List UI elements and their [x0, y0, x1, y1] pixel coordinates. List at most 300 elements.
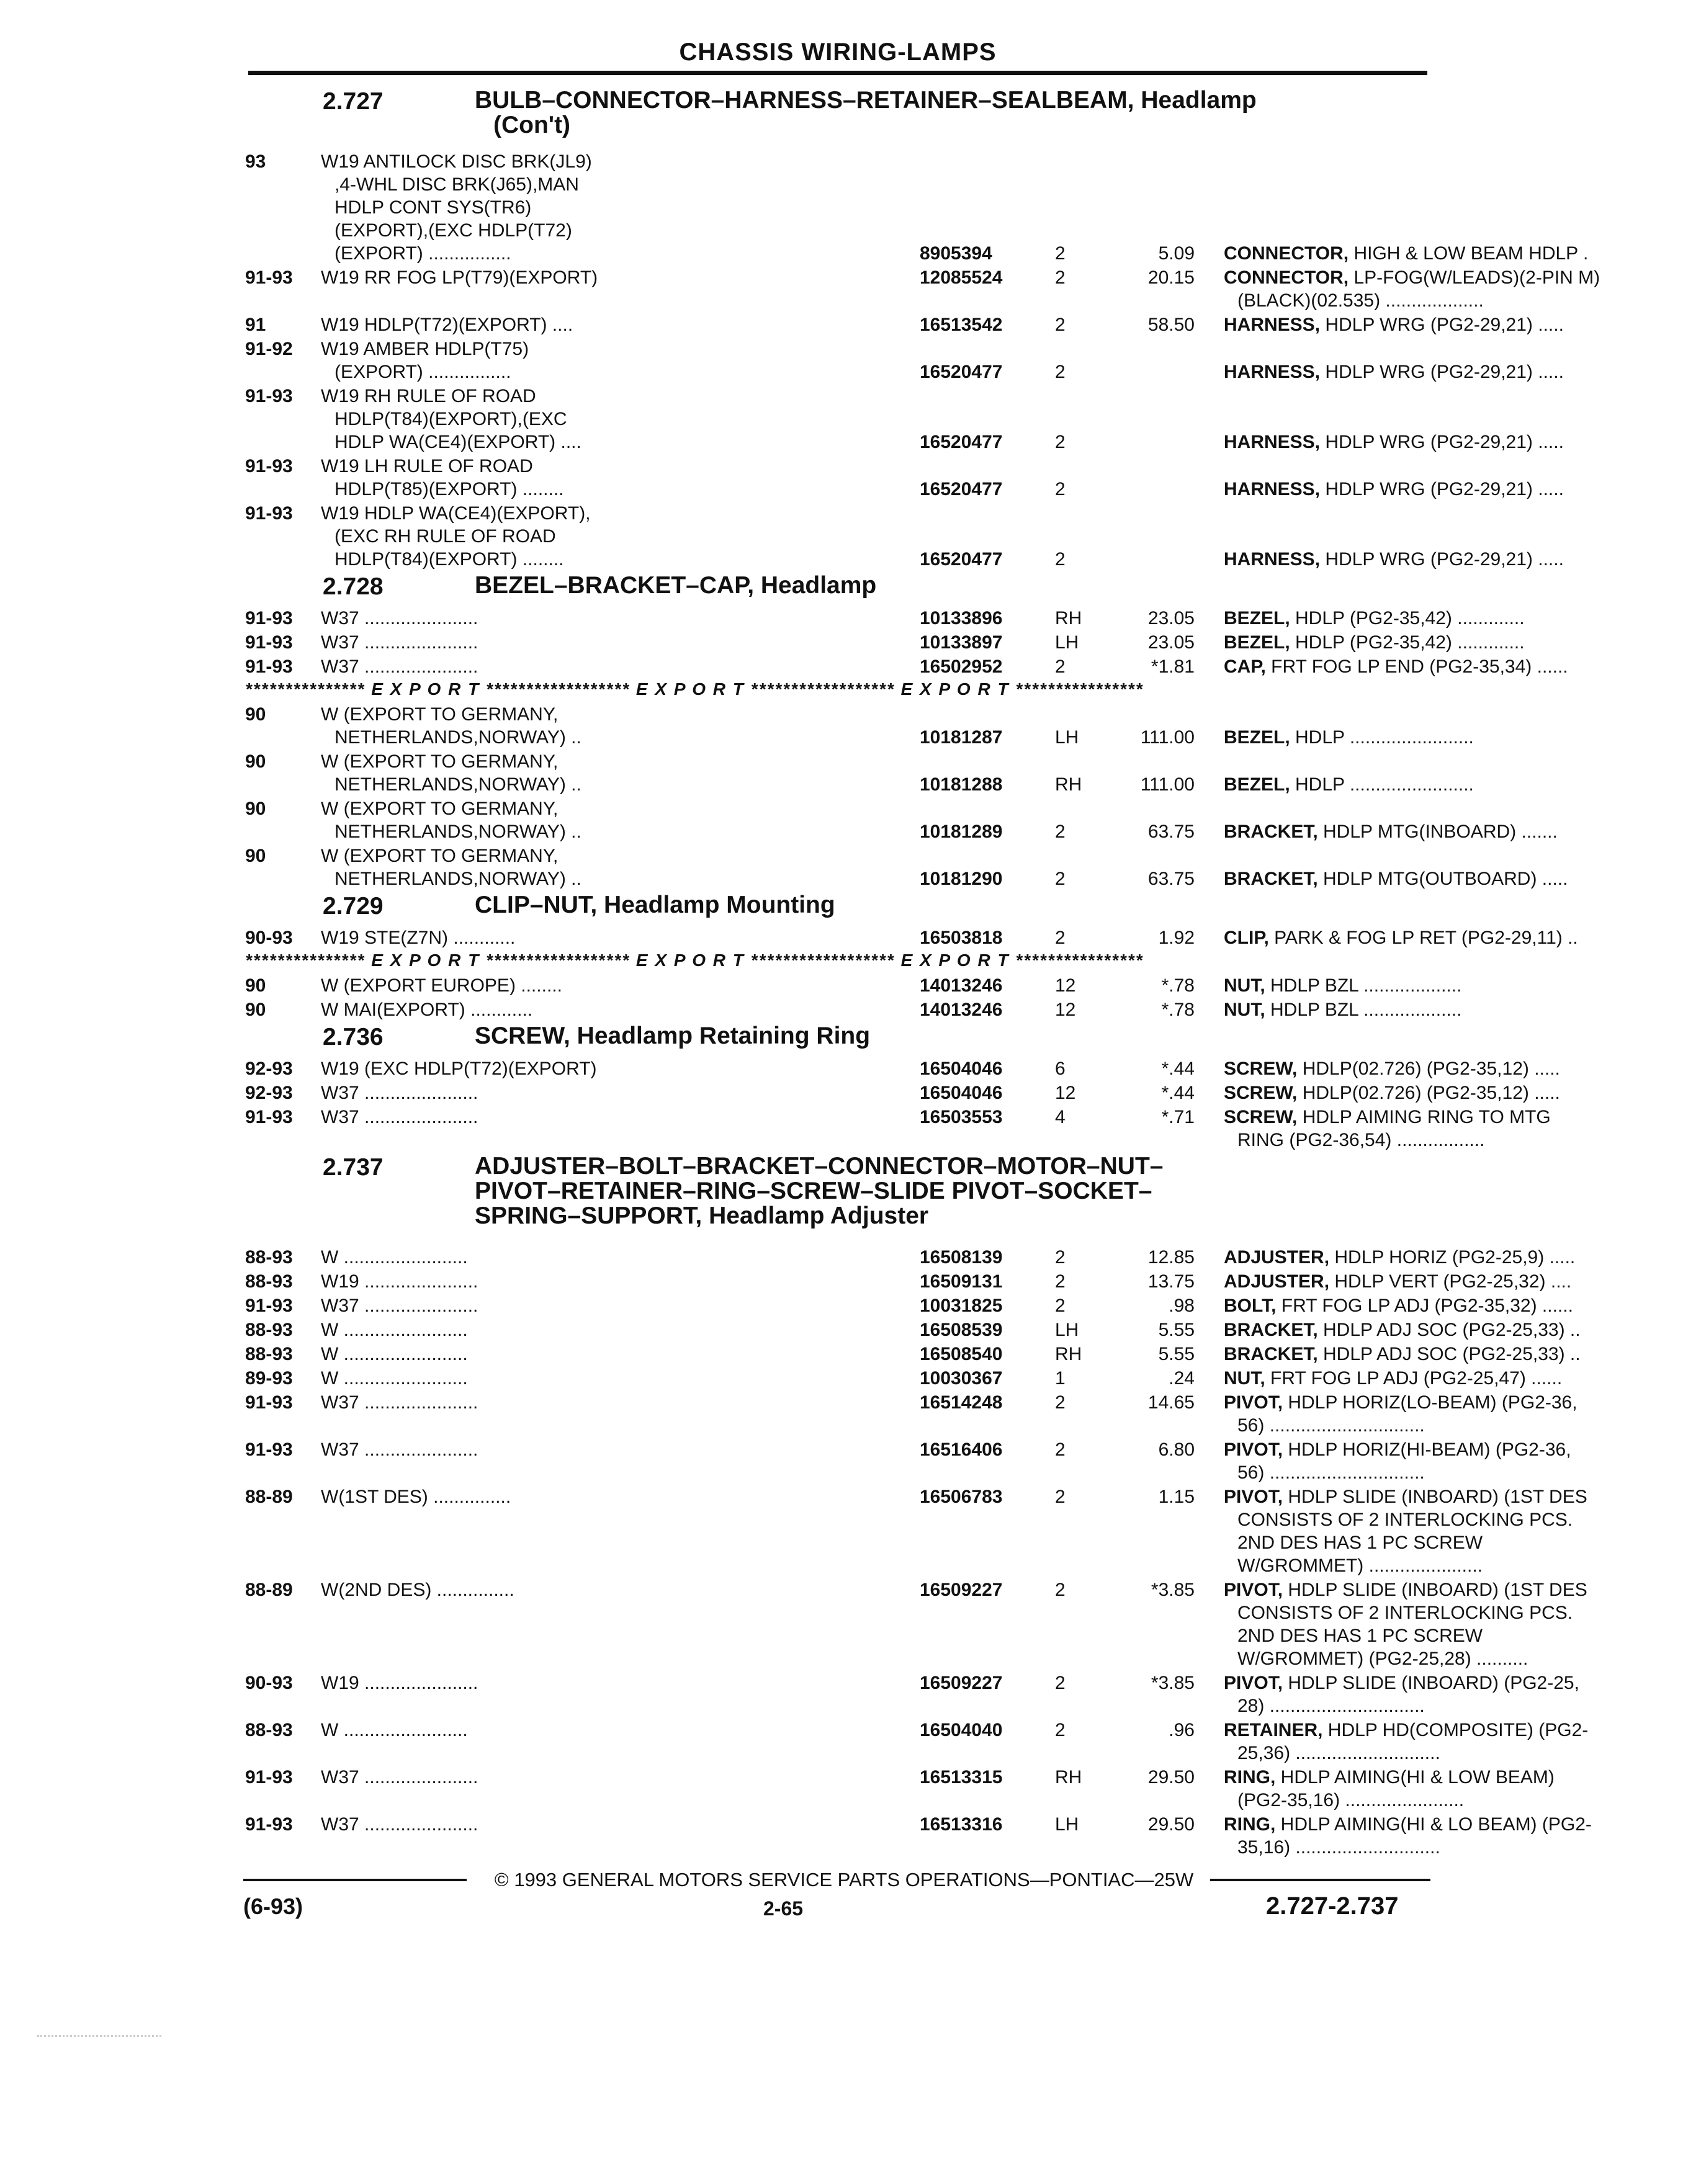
- usage-description: [321, 1081, 917, 1104]
- part-name-line: PIVOT, HDLP SLIDE (INBOARD) (PG2-25,: [1224, 1673, 1579, 1693]
- model-years: 91-93: [245, 267, 293, 288]
- price: 20.15: [1147, 267, 1195, 288]
- usage-line: W(1ST DES) ...............: [321, 1487, 511, 1507]
- section-title-line: CLIP–NUT, Headlamp Mounting: [475, 892, 835, 918]
- usage-line: W MAI(EXPORT) ............: [321, 1000, 533, 1020]
- usage-line: W (EXPORT TO GERMANY,: [321, 704, 559, 725]
- part-row: [245, 1057, 1560, 1081]
- usage-line: ,4-WHL DISC BRK(J65),MAN: [334, 174, 579, 195]
- usage-description: [321, 1766, 917, 1789]
- model-years: 90: [245, 846, 266, 866]
- part-name-line: W/GROMMET) ......................: [1237, 1555, 1483, 1576]
- part-number: 10181289: [920, 821, 1003, 842]
- usage-line: W ........................: [321, 1247, 468, 1268]
- part-name-line: SCREW, HDLP(02.726) (PG2-35,12) .....: [1224, 1083, 1560, 1103]
- part-name-noun: HARNESS,: [1224, 432, 1321, 452]
- part-name-noun: NUT,: [1224, 1000, 1265, 1020]
- part-name: [1224, 1057, 1683, 1080]
- part-row: [245, 150, 1589, 266]
- usage-description: [321, 655, 917, 678]
- part-name-noun: CLIP,: [1224, 928, 1269, 948]
- usage-line: W (EXPORT EUROPE) ........: [321, 975, 562, 996]
- usage-line: W37 ......................: [321, 1296, 478, 1316]
- usage-description: [321, 974, 917, 997]
- part-name: [1224, 1294, 1683, 1317]
- usage-line: HDLP(T85)(EXPORT) ........: [334, 479, 564, 499]
- part-name-line: CONSISTS OF 2 INTERLOCKING PCS.: [1237, 1510, 1573, 1530]
- part-row: [245, 1294, 1573, 1318]
- part-name-line: NUT, HDLP BZL ...................: [1224, 975, 1462, 996]
- part-row: [245, 998, 1462, 1023]
- usage-description: [321, 750, 917, 796]
- section-title: [475, 88, 1443, 138]
- usage-description: [321, 797, 917, 843]
- part-name-line: NUT, FRT FOG LP ADJ (PG2-25,47) ......: [1224, 1368, 1563, 1389]
- quantity: RH: [1055, 774, 1082, 795]
- quantity: LH: [1055, 727, 1079, 748]
- section-heading: [245, 1153, 1437, 1246]
- usage-line: HDLP WA(CE4)(EXPORT) ....: [334, 432, 581, 452]
- part-name-line: BRACKET, HDLP MTG(OUTBOARD) .....: [1224, 869, 1568, 889]
- usage-description: [321, 1057, 917, 1080]
- part-number: 10181290: [920, 869, 1003, 889]
- part-name-line: HARNESS, HDLP WRG (PG2-29,21) .....: [1224, 362, 1564, 382]
- model-years: 91-93: [245, 386, 293, 406]
- part-name: [1224, 1719, 1683, 1765]
- section-title-line: SPRING–SUPPORT, Headlamp Adjuster: [475, 1202, 929, 1229]
- part-row: [245, 1766, 1555, 1813]
- part-name-line: PIVOT, HDLP SLIDE (INBOARD) (1ST DES: [1224, 1487, 1587, 1507]
- quantity: 2: [1055, 267, 1066, 288]
- part-name-noun: PIVOT,: [1224, 1392, 1283, 1413]
- part-name-line: PIVOT, HDLP HORIZ(HI-BEAM) (PG2-36,: [1224, 1439, 1571, 1460]
- part-number: 16504046: [920, 1083, 1003, 1103]
- part-name-line: 25,36) ............................: [1237, 1743, 1440, 1763]
- usage-description: [321, 385, 917, 454]
- usage-line: NETHERLANDS,NORWAY) ..: [334, 774, 581, 795]
- usage-line: W ........................: [321, 1368, 468, 1389]
- part-name-noun: PIVOT,: [1224, 1580, 1283, 1600]
- usage-line: W (EXPORT TO GERMANY,: [321, 846, 559, 866]
- section-title: [475, 1154, 1443, 1228]
- usage-description: [321, 502, 917, 571]
- usage-description: [321, 1343, 917, 1366]
- part-name-line: BEZEL, HDLP (PG2-35,42) .............: [1224, 608, 1525, 629]
- part-name: [1224, 548, 1683, 571]
- section-title-line: BEZEL–BRACKET–CAP, Headlamp: [475, 572, 877, 599]
- model-years: 88-93: [245, 1271, 293, 1292]
- part-number: 16509227: [920, 1673, 1003, 1693]
- part-name-line: (BLACK)(02.535) ...................: [1237, 290, 1484, 311]
- usage-line: W19 LH RULE OF ROAD: [321, 456, 533, 477]
- price: 111.00: [1140, 727, 1195, 748]
- price: 29.50: [1147, 1814, 1195, 1835]
- section-title: [475, 1024, 1443, 1049]
- part-number: 16503553: [920, 1107, 1003, 1127]
- model-years: 93: [245, 151, 266, 172]
- part-name: [1224, 974, 1683, 997]
- part-name: [1224, 1438, 1683, 1484]
- price: 1.15: [1158, 1487, 1195, 1507]
- part-name: [1224, 631, 1683, 654]
- model-years: 91-93: [245, 503, 293, 524]
- export-separator: *************** E X P O R T ****************** E X P O R T ****************** E X P O R T ****************: [245, 951, 1144, 970]
- price: 1.92: [1158, 928, 1195, 948]
- quantity: 2: [1055, 1580, 1066, 1600]
- price: 12.85: [1147, 1247, 1195, 1268]
- part-name: [1224, 1343, 1683, 1366]
- footer-rule-left: [243, 1879, 467, 1881]
- part-name-noun: SCREW,: [1224, 1058, 1298, 1079]
- usage-description: [321, 1246, 917, 1269]
- part-row: [245, 1246, 1576, 1270]
- part-name-line: NUT, HDLP BZL ...................: [1224, 1000, 1462, 1020]
- part-name: [1224, 1813, 1683, 1859]
- part-name-noun: ADJUSTER,: [1224, 1247, 1330, 1268]
- price: 63.75: [1147, 821, 1195, 842]
- part-row: [245, 607, 1525, 631]
- usage-line: (EXPORT),(EXC HDLP(T72): [334, 220, 572, 241]
- part-row: [245, 1719, 1589, 1766]
- usage-description: [321, 998, 917, 1021]
- quantity: LH: [1055, 1814, 1079, 1835]
- part-number: 16520477: [920, 432, 1003, 452]
- part-number: 10031825: [920, 1296, 1003, 1316]
- part-number: 10030367: [920, 1368, 1003, 1389]
- usage-line: HDLP(T84)(EXPORT),(EXC: [334, 409, 567, 429]
- section-number: 2.737: [323, 1154, 384, 1181]
- price: 6.80: [1158, 1439, 1195, 1460]
- section-number: 2.736: [323, 1024, 384, 1050]
- usage-line: W (EXPORT TO GERMANY,: [321, 799, 559, 819]
- usage-line: W19 STE(Z7N) ............: [321, 928, 516, 948]
- usage-line: (EXC RH RULE OF ROAD: [334, 526, 556, 547]
- part-number: 16513316: [920, 1814, 1003, 1835]
- part-name: [1224, 360, 1683, 383]
- part-name-line: BOLT, FRT FOG LP ADJ (PG2-35,32) ......: [1224, 1296, 1573, 1316]
- part-number: 10181288: [920, 774, 1003, 795]
- part-name-noun: CAP,: [1224, 656, 1266, 677]
- part-name-line: PIVOT, HDLP SLIDE (INBOARD) (1ST DES: [1224, 1580, 1587, 1600]
- footer-copyright: © 1993 GENERAL MOTORS SERVICE PARTS OPERATIONS—PONTIAC—25W: [494, 1869, 1194, 1891]
- usage-line: (EXPORT) ................: [334, 362, 511, 382]
- usage-line: W37 ......................: [321, 1767, 478, 1788]
- part-name-line: 2ND DES HAS 1 PC SCREW: [1237, 1533, 1483, 1553]
- part-name-noun: NUT,: [1224, 1368, 1265, 1389]
- price: 13.75: [1147, 1271, 1195, 1292]
- section-heading: [245, 87, 1437, 150]
- part-row: [245, 844, 1568, 892]
- part-row: [245, 502, 1564, 572]
- part-name-line: 28) ..............................: [1237, 1696, 1425, 1716]
- usage-line: W19 RR FOG LP(T79)(EXPORT): [321, 267, 598, 288]
- price: 23.05: [1147, 608, 1195, 629]
- model-years: 88-89: [245, 1487, 293, 1507]
- part-number: 16506783: [920, 1487, 1003, 1507]
- part-name-line: BEZEL, HDLP (PG2-35,42) .............: [1224, 632, 1525, 653]
- part-row: [245, 1106, 1551, 1153]
- model-years: 88-93: [245, 1720, 293, 1740]
- quantity: 2: [1055, 1720, 1066, 1740]
- part-name-noun: HARNESS,: [1224, 479, 1321, 499]
- part-name: [1224, 926, 1683, 949]
- quantity: 2: [1055, 1392, 1066, 1413]
- usage-line: W37 ......................: [321, 656, 478, 677]
- part-name-line: 2ND DES HAS 1 PC SCREW: [1237, 1626, 1483, 1646]
- quantity: 2: [1055, 1487, 1066, 1507]
- part-name: [1224, 655, 1683, 678]
- part-number: 14013246: [920, 1000, 1003, 1020]
- usage-description: [321, 1672, 917, 1694]
- usage-line: NETHERLANDS,NORWAY) ..: [334, 821, 581, 842]
- model-years: 88-93: [245, 1247, 293, 1268]
- part-row: [245, 1438, 1571, 1485]
- part-name-noun: BRACKET,: [1224, 1344, 1318, 1364]
- model-years: 91-93: [245, 1814, 293, 1835]
- part-name-noun: RING,: [1224, 1767, 1276, 1788]
- part-name-noun: HARNESS,: [1224, 315, 1321, 335]
- usage-description: [321, 313, 917, 336]
- usage-description: [321, 1719, 917, 1742]
- part-name-line: (PG2-35,16) .......................: [1237, 1790, 1465, 1810]
- part-name-noun: PIVOT,: [1224, 1439, 1283, 1460]
- part-row: [245, 1578, 1587, 1672]
- price: 111.00: [1140, 774, 1195, 795]
- part-row: [245, 1672, 1579, 1719]
- quantity: 2: [1055, 869, 1066, 889]
- part-row: [245, 266, 1600, 313]
- usage-description: [321, 1367, 917, 1390]
- part-name-noun: PIVOT,: [1224, 1487, 1283, 1507]
- quantity: 2: [1055, 362, 1066, 382]
- part-name: [1224, 1391, 1683, 1437]
- price: 5.55: [1158, 1320, 1195, 1340]
- part-name-noun: RETAINER,: [1224, 1720, 1323, 1740]
- part-name-line: BRACKET, HDLP MTG(INBOARD) .......: [1224, 821, 1558, 842]
- part-number: 16520477: [920, 549, 1003, 570]
- part-name: [1224, 242, 1683, 265]
- part-number: 16509131: [920, 1271, 1003, 1292]
- part-number: 16520477: [920, 479, 1003, 499]
- part-row: [245, 385, 1564, 455]
- part-row: [245, 1081, 1560, 1106]
- part-name: [1224, 1270, 1683, 1293]
- part-number: 10133896: [920, 608, 1003, 629]
- part-row: [245, 926, 1578, 951]
- usage-description: [321, 338, 917, 383]
- model-years: 91-93: [245, 1767, 293, 1788]
- part-name-noun: NUT,: [1224, 975, 1265, 996]
- export-separator: *************** E X P O R T ****************** E X P O R T ****************** E X P O R T ****************: [245, 679, 1144, 699]
- parts-listing: [245, 87, 1600, 1860]
- part-number: 16504040: [920, 1720, 1003, 1740]
- price: .24: [1169, 1368, 1195, 1389]
- part-name-noun: CONNECTOR,: [1224, 243, 1349, 264]
- part-number: 8905394: [920, 243, 992, 264]
- price: *.44: [1161, 1083, 1195, 1103]
- part-name-noun: BEZEL,: [1224, 727, 1290, 748]
- quantity: 6: [1055, 1058, 1066, 1079]
- part-name-noun: BEZEL,: [1224, 632, 1290, 653]
- quantity: 2: [1055, 1247, 1066, 1268]
- part-row: [245, 974, 1462, 998]
- part-name-line: PIVOT, HDLP HORIZ(LO-BEAM) (PG2-36,: [1224, 1392, 1578, 1413]
- part-name-line: BRACKET, HDLP ADJ SOC (PG2-25,33) ..: [1224, 1320, 1581, 1340]
- price: *3.85: [1151, 1673, 1195, 1693]
- model-years: 91-93: [245, 456, 293, 477]
- quantity: 2: [1055, 243, 1066, 264]
- usage-description: [321, 266, 917, 289]
- price: 5.09: [1158, 243, 1195, 264]
- usage-description: [321, 1578, 917, 1601]
- usage-description: [321, 926, 917, 949]
- model-years: 89-93: [245, 1368, 293, 1389]
- footer-page-number: 2-65: [763, 1897, 804, 1920]
- part-name-noun: SCREW,: [1224, 1083, 1298, 1103]
- part-name: [1224, 1766, 1683, 1812]
- part-number: 16514248: [920, 1392, 1003, 1413]
- part-name-noun: SCREW,: [1224, 1107, 1298, 1127]
- part-row: [245, 1367, 1563, 1391]
- part-row: [245, 338, 1564, 385]
- section-title-line: (Con't): [493, 112, 571, 138]
- model-years: 91-92: [245, 339, 293, 359]
- model-years: 90: [245, 1000, 266, 1020]
- quantity: RH: [1055, 608, 1082, 629]
- part-name-line: CONSISTS OF 2 INTERLOCKING PCS.: [1237, 1603, 1573, 1623]
- section-title-line: PIVOT–RETAINER–RING–SCREW–SLIDE PIVOT–SOCKET–: [475, 1178, 1152, 1204]
- part-row: [245, 1270, 1572, 1294]
- model-years: 90: [245, 799, 266, 819]
- part-row: [245, 631, 1525, 655]
- part-name-line: ADJUSTER, HDLP VERT (PG2-25,32) ....: [1224, 1271, 1572, 1292]
- usage-line: W19 RH RULE OF ROAD: [321, 386, 536, 406]
- usage-description: [321, 607, 917, 630]
- part-name: [1224, 867, 1683, 890]
- part-number: 10181287: [920, 727, 1003, 748]
- quantity: 2: [1055, 821, 1066, 842]
- price: 5.55: [1158, 1344, 1195, 1364]
- usage-line: W37 ......................: [321, 1083, 478, 1103]
- part-name-line: HARNESS, HDLP WRG (PG2-29,21) .....: [1224, 432, 1564, 452]
- usage-line: W19 ......................: [321, 1271, 478, 1292]
- usage-line: NETHERLANDS,NORWAY) ..: [334, 869, 581, 889]
- price: *1.81: [1151, 656, 1195, 677]
- part-name-line: 56) ..............................: [1237, 1462, 1425, 1483]
- quantity: 2: [1055, 1439, 1066, 1460]
- part-name: [1224, 1367, 1683, 1390]
- quantity: 1: [1055, 1368, 1066, 1389]
- part-name-noun: BEZEL,: [1224, 608, 1290, 629]
- usage-description: [321, 1270, 917, 1293]
- part-row: [245, 797, 1558, 844]
- part-number: 14013246: [920, 975, 1003, 996]
- part-row: [245, 1813, 1592, 1860]
- price: .98: [1169, 1296, 1195, 1316]
- model-years: 91-93: [245, 656, 293, 677]
- part-name: [1224, 1578, 1683, 1670]
- part-name-noun: BEZEL,: [1224, 774, 1290, 795]
- quantity: 2: [1055, 1271, 1066, 1292]
- usage-description: [321, 1294, 917, 1317]
- part-number: 16509227: [920, 1580, 1003, 1600]
- part-row: [245, 750, 1474, 797]
- part-name-noun: BRACKET,: [1224, 1320, 1318, 1340]
- quantity: 12: [1055, 975, 1076, 996]
- model-years: 91-93: [245, 1107, 293, 1127]
- model-years: 90: [245, 751, 266, 772]
- footer-section-range: 2.727-2.737: [1266, 1892, 1399, 1920]
- part-number: 16513315: [920, 1767, 1003, 1788]
- part-number: 16520477: [920, 362, 1003, 382]
- part-number: 16508539: [920, 1320, 1003, 1340]
- part-name-noun: ADJUSTER,: [1224, 1271, 1330, 1292]
- model-years: 91-93: [245, 608, 293, 629]
- part-name: [1224, 1081, 1683, 1104]
- part-name-noun: RING,: [1224, 1814, 1276, 1835]
- usage-line: W19 ANTILOCK DISC BRK(JL9): [321, 151, 592, 172]
- scan-smudge: [37, 2035, 161, 2039]
- part-name-noun: HARNESS,: [1224, 549, 1321, 570]
- usage-line: W19 HDLP WA(CE4)(EXPORT),: [321, 503, 591, 524]
- part-number: 16513542: [920, 315, 1003, 335]
- quantity: 2: [1055, 479, 1066, 499]
- footer-rule-right: [1210, 1879, 1430, 1881]
- quantity: LH: [1055, 1320, 1079, 1340]
- part-name-line: CONNECTOR, LP-FOG(W/LEADS)(2-PIN M): [1224, 267, 1600, 288]
- section-title-line: ADJUSTER–BOLT–BRACKET–CONNECTOR–MOTOR–NUT–: [475, 1153, 1164, 1179]
- quantity: 2: [1055, 656, 1066, 677]
- model-years: 88-93: [245, 1320, 293, 1340]
- part-name-line: ADJUSTER, HDLP HORIZ (PG2-25,9) .....: [1224, 1247, 1576, 1268]
- usage-description: [321, 844, 917, 890]
- model-years: 91-93: [245, 1439, 293, 1460]
- part-name-noun: BRACKET,: [1224, 869, 1318, 889]
- model-years: 91: [245, 315, 266, 335]
- quantity: 2: [1055, 549, 1066, 570]
- price: *3.85: [1151, 1580, 1195, 1600]
- part-row: [245, 655, 1568, 679]
- part-name-line: HARNESS, HDLP WRG (PG2-29,21) .....: [1224, 479, 1564, 499]
- part-number: 16508139: [920, 1247, 1003, 1268]
- part-name: [1224, 1246, 1683, 1269]
- section-heading: [245, 1023, 1437, 1057]
- usage-line: W ........................: [321, 1720, 468, 1740]
- part-name: [1224, 820, 1683, 843]
- part-name: [1224, 266, 1683, 312]
- usage-description: [321, 1438, 917, 1461]
- price: *.78: [1161, 975, 1195, 996]
- model-years: 88-93: [245, 1344, 293, 1364]
- usage-description: [321, 1391, 917, 1414]
- usage-line: W ........................: [321, 1344, 468, 1364]
- price: 58.50: [1147, 315, 1195, 335]
- quantity: 2: [1055, 1296, 1066, 1316]
- part-row: [245, 313, 1564, 338]
- part-name-line: BEZEL, HDLP ........................: [1224, 727, 1474, 748]
- model-years: 91-93: [245, 1296, 293, 1316]
- usage-line: W (EXPORT TO GERMANY,: [321, 751, 559, 772]
- part-name: [1224, 1485, 1683, 1577]
- section-number: 2.728: [323, 573, 384, 600]
- part-name-line: 35,16) ............................: [1237, 1837, 1440, 1858]
- usage-line: W(2ND DES) ...............: [321, 1580, 514, 1600]
- part-name: [1224, 607, 1683, 630]
- usage-line: W19 AMBER HDLP(T75): [321, 339, 529, 359]
- part-name: [1224, 773, 1683, 796]
- quantity: 12: [1055, 1000, 1076, 1020]
- part-name-line: SCREW, HDLP AIMING RING TO MTG: [1224, 1107, 1551, 1127]
